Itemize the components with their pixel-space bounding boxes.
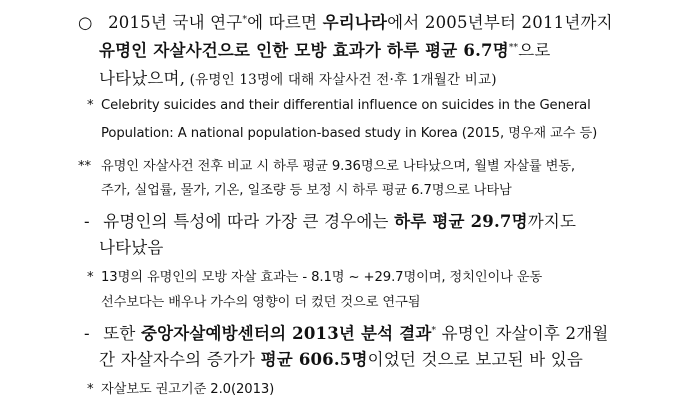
- note-text: Celebrity suicides and their differential influence on suicides in the General: [101, 98, 591, 113]
- note-text: 자살보도 권고기준 2.0(2013): [101, 382, 275, 397]
- text-segment: 이었던 것으로 보고된 바 있음: [367, 350, 584, 369]
- note-text: 유명인 자살사건 전후 비교 시 하루 평균 9.36명으로 나타났으며, 월별 자살률 변동,: [101, 159, 575, 174]
- note3-line1: [87, 266, 542, 285]
- footnote-marker: *: [431, 326, 437, 336]
- text-segment: 간 자살자수의 증가가: [99, 350, 261, 369]
- bold-segment: 하루 평균 29.7명: [394, 212, 528, 231]
- text-segment: 에서 2005년부터 2011년까지: [387, 13, 613, 32]
- text-segment: 2015년 국내 연구: [108, 13, 243, 32]
- note1-line1: [87, 98, 591, 113]
- note2-line1: [78, 155, 575, 174]
- text-segment: 유명인 자살이후 2개월: [436, 324, 609, 343]
- note4-line1: [87, 378, 274, 397]
- note3-line2: [101, 291, 420, 310]
- bullet2-line2: [99, 234, 164, 258]
- circle-bullet-icon: ○: [78, 13, 93, 32]
- asterisk-mark: *: [87, 382, 94, 397]
- bold-segment: 평균 606.5명: [260, 350, 368, 369]
- paren-note: (유명인 13명에 대해 자살사건 전·후 1개월간 비교): [185, 72, 497, 88]
- note-text: 선수보다는 배우나 가수의 영향이 더 컸던 것으로 연구됨: [101, 295, 421, 310]
- note1-line2: [101, 122, 597, 141]
- note-text: 주가, 실업률, 물가, 기온, 일조량 등 보정 시 하루 평균 6.7명으로 나타남: [101, 183, 512, 198]
- text-segment: 나타났음: [99, 238, 164, 257]
- footnote-marker: **: [508, 43, 519, 53]
- asterisk-mark: *: [87, 98, 94, 113]
- footnote-marker: *: [242, 15, 248, 25]
- note2-line2: [101, 179, 512, 198]
- bullet3-line1: [84, 320, 608, 344]
- text-segment: 까지도: [527, 212, 577, 231]
- bullet1-line1: [78, 9, 613, 33]
- dash-bullet-icon: -: [84, 212, 90, 231]
- text-segment: 나타났으며,: [99, 69, 186, 88]
- bullet1-line2: [99, 37, 551, 61]
- bullet2-line1: [84, 208, 576, 232]
- bullet3-line2: [99, 346, 583, 370]
- bold-segment: 유명인 자살사건으로 인한 모방 효과가 하루 평균 6.7명: [99, 41, 509, 60]
- note-text: 13명의 유명인의 모방 자살 효과는 - 8.1명 ~ +29.7명이며, 정치인이나 운동: [101, 270, 543, 285]
- bullet1-line3: [99, 65, 497, 89]
- text-segment: 에 따르면: [247, 13, 323, 32]
- double-asterisk-mark: **: [78, 159, 91, 174]
- bold-segment: 우리나라: [322, 13, 388, 32]
- dash-bullet-icon: -: [84, 324, 90, 343]
- bold-segment: 중앙자살예방센터의 2013년 분석 결과: [140, 324, 432, 343]
- note-text: Population: A national population-based study in Korea (2015, 명우재 교수 등): [101, 126, 598, 141]
- text-segment: 으로: [518, 41, 551, 60]
- text-segment: 유명인의 특성에 따라 가장 큰 경우에는: [103, 212, 395, 231]
- text-segment: 또한: [103, 324, 141, 343]
- asterisk-mark: *: [87, 270, 94, 285]
